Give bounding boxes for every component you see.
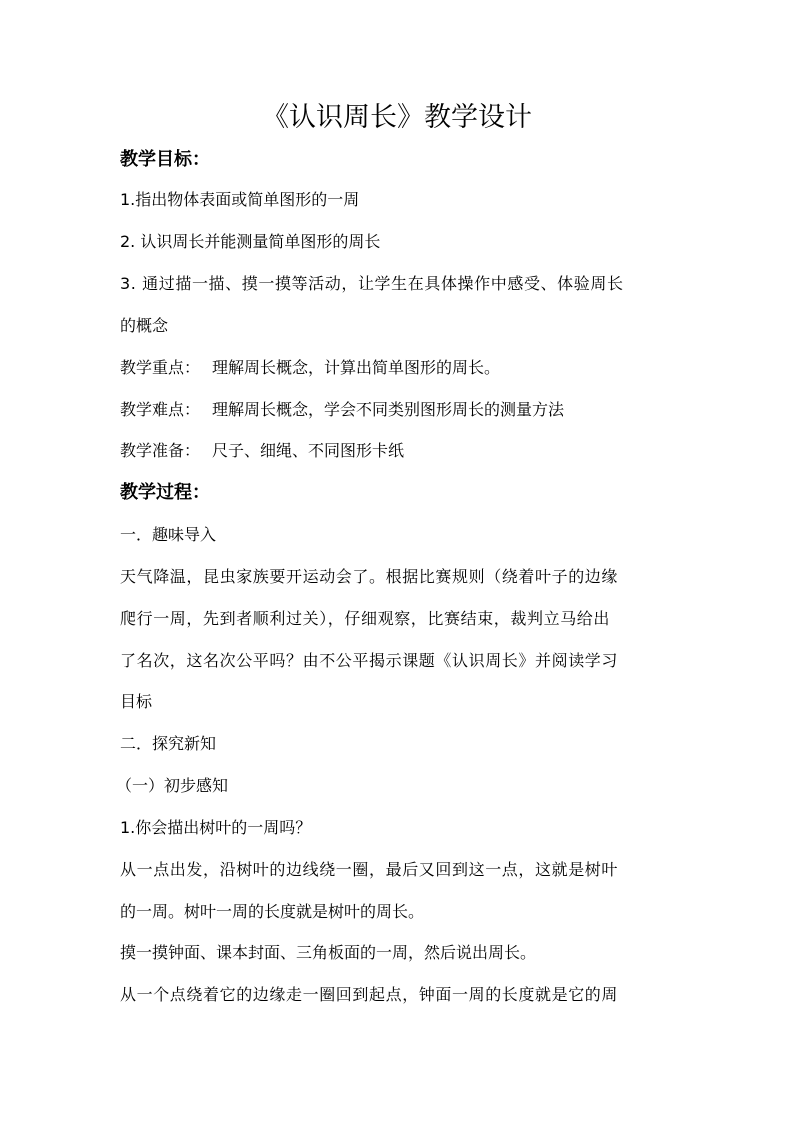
difficulty-label: 教学难点：: [120, 400, 201, 419]
page-title: 《认识周长》教学设计: [262, 102, 532, 133]
objective-item-3-continued: 的概念: [120, 316, 169, 335]
key-point-label: 教学重点：: [120, 358, 201, 377]
section1-paragraph-line-1: 天气降温，昆虫家族要开运动会了。根据比赛规则（绕着叶子的边缘: [120, 567, 619, 586]
section1-heading: 一．趣味导入: [120, 525, 217, 544]
preparation-label: 教学准备：: [120, 441, 201, 460]
section1-paragraph-line-4: 目标: [120, 692, 153, 711]
clock-answer: 从一个点绕着它的边缘走一圈回到起点，钟面一周的长度就是它的周: [120, 985, 619, 1004]
question-1: 1.你会描出树叶的一周吗？: [120, 818, 312, 837]
section2-heading: 二．探究新知: [120, 734, 217, 753]
process-heading: 教学过程：: [120, 482, 210, 503]
preparation-value: 尺子、细绳、不同图形卡纸: [212, 441, 405, 460]
objectives-heading: 教学目标：: [120, 149, 210, 170]
answer-1-line-2: 的一周。树叶一周的长度就是树叶的周长。: [120, 902, 425, 921]
difficulty-value: 理解周长概念，学会不同类别图形周长的测量方法: [212, 400, 565, 419]
objective-item-3: 3. 通过描一描、摸一摸等活动，让学生在具体操作中感受、体验周长: [120, 274, 624, 293]
touch-instruction: 摸一摸钟面、课本封面、三角板面的一周，然后说出周长。: [120, 943, 537, 962]
objective-item-1: 1.指出物体表面或简单图形的一周: [120, 190, 360, 209]
key-point-value: 理解周长概念，计算出简单图形的周长。: [212, 358, 501, 377]
answer-1-line-1: 从一点出发，沿树叶的边线绕一圈，最后又回到这一点，这就是树叶: [120, 860, 619, 879]
preparation-row: [120, 438, 404, 464]
key-point-row: [120, 355, 500, 381]
objective-item-2: 2. 认识周长并能测量简单图形的周长: [120, 232, 381, 251]
section1-paragraph-line-2: 爬行一周，先到者顺利过关），仔细观察，比赛结束，裁判立马给出: [120, 609, 611, 628]
section1-paragraph-line-3: 了名次，这名次公平吗？由不公平揭示课题《认识周长》并阅读学习: [120, 651, 619, 670]
subsection1-heading: （一）初步感知: [116, 776, 229, 795]
difficulty-row: [120, 397, 564, 423]
